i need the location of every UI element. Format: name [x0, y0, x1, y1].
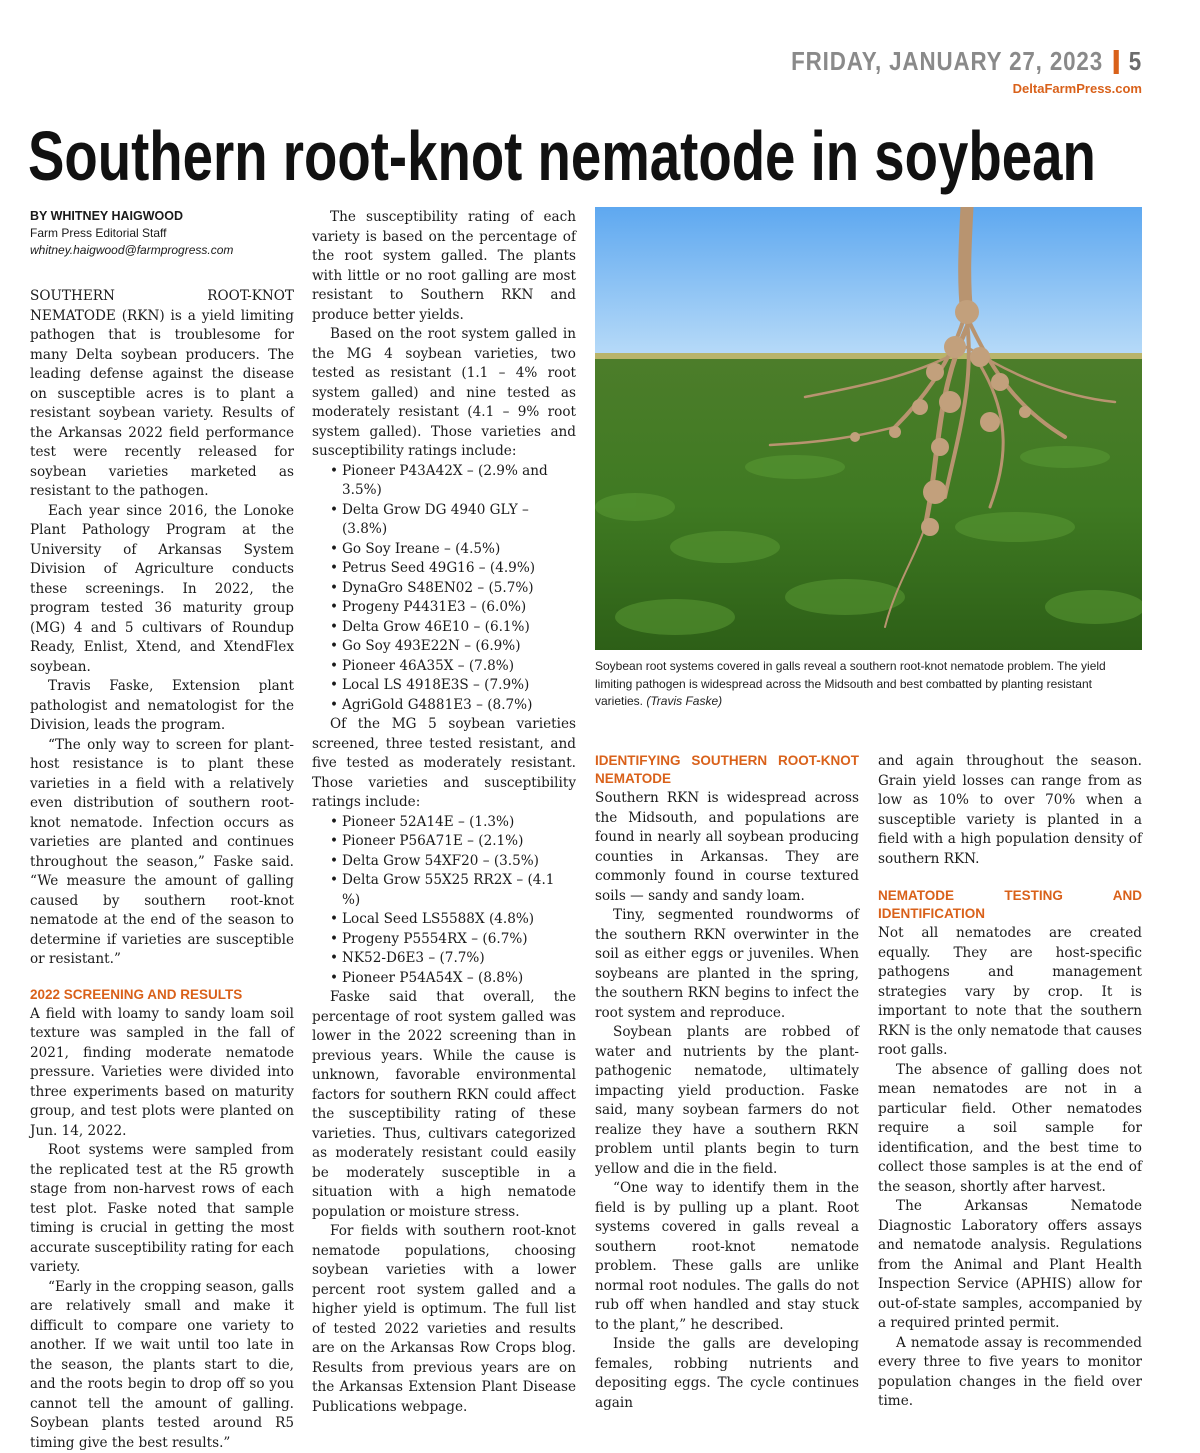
column-3 [595, 752, 859, 1413]
page-number: 5 [1129, 46, 1142, 77]
list-item: • Progeny P5554RX – (6.7%) [330, 930, 576, 950]
issue-date: FRIDAY, JANUARY 27, 2023 [791, 46, 1103, 77]
list-item: • Pioneer P56A71E – (2.1%) [330, 832, 576, 852]
paragraph: and again throughout the season. Grain yield losses can range from as low as 10% to over 70% when a susceptible variety is planted in a field with a high population density of southern RKN. [878, 752, 1142, 869]
column-4 [878, 752, 1142, 1412]
photo-caption [595, 658, 1142, 711]
paragraph: The Arkansas Nematode Diagnostic Laboratory offers assays and nematode analysis. Regulations from the Animal and Plant Health Inspection Service (APHIS) allow for out-of-state samples, accompanied by a required printed permit. [878, 1197, 1142, 1334]
column-1 [30, 208, 294, 1453]
root-galls-illustration [595, 207, 1142, 650]
list-item: • Progeny P4431E3 – (6.0%) [330, 598, 576, 618]
paragraph: The absence of galling does not mean nematodes are not in a particular field. Other nematodes require a soil sample for identification, and the best time to collect those samples is at the end of the season, shortly after harvest. [878, 1061, 1142, 1198]
mg5-variety-list [312, 813, 576, 989]
paragraph: Tiny, segmented roundworms of the southern RKN overwinter in the soil as either eggs or juveniles. When soybeans are planted in the spring, the southern RKN begins to infect the root system and reproduce. [595, 906, 859, 1023]
list-item: • Local LS 4918E3S – (7.9%) [330, 676, 576, 696]
list-item: • Petrus Seed 49G16 – (4.9%) [330, 559, 576, 579]
list-item: • Delta Grow DG 4940 GLY – (3.8%) [330, 501, 576, 540]
article-headline: Southern root-knot nematode in soybean [28, 118, 1096, 194]
list-item: • Delta Grow 55X25 RR2X – (4.1 %) [330, 871, 576, 910]
list-item: • Pioneer 52A14E – (1.3%) [330, 813, 576, 833]
paragraph: A nematode assay is recommended every three to five years to monitor population changes in the field over time. [878, 1334, 1142, 1412]
list-item: • Go Soy Ireane – (4.5%) [330, 540, 576, 560]
list-item: • NK52-D6E3 – (7.7%) [330, 949, 576, 969]
paragraph: “The only way to screen for plant-host resistance is to plant these varieties in a field with a relatively even distribution of southern root-knot nematode. Infection occurs as varieties are planted and continues throughout the season,” Faske said. “We measure the amount of galling caused by southern root-knot nematode at the end of the season to determine if varieties are susceptible or resistant.” [30, 736, 294, 970]
author-title: Farm Press Editorial Staff [30, 225, 294, 242]
paragraph: “One way to identify them in the field is by pulling up a plant. Root systems covered in galls reveal a southern root-knot nematode problem. These galls are unlike normal root nodules. The galls do not rub off when handled and stay stuck to the plant,” he described. [595, 1179, 859, 1335]
list-item: • Local Seed LS5588X (4.8%) [330, 910, 576, 930]
mg4-variety-list [312, 462, 576, 716]
paragraph: Of the MG 5 soybean varieties screened, three tested resistant, and five tested as moderately resistant. Those varieties and susceptibility ratings include: [312, 715, 576, 813]
caption-text: Soybean root systems covered in galls reveal a southern root-knot nematode problem. The yield limiting pathogen is widespread across the Midsouth and best combatted by planting resistant varieties. [595, 659, 1106, 708]
paragraph: Root systems were sampled from the replicated test at the R5 growth stage from non-harvest rows of each test plot. Faske noted that sample timing is crucial in getting the most accurate susceptibility rating for each variety. [30, 1141, 294, 1278]
divider-bar [1113, 50, 1118, 74]
section-heading: NEMATODE TESTING AND IDENTIFICATION [878, 887, 1142, 923]
paragraph: Inside the galls are developing females, robbing nutrients and depositing eggs. The cycle continues again [595, 1335, 859, 1413]
paragraph: Each year since 2016, the Lonoke Plant Pathology Program at the University of Arkansas System Division of Agriculture conducts these screenings. In 2022, the program tested 36 maturity group (MG) 4 and 5 cultivars of Roundup Ready, Enlist, Xtend, and XtendFlex soybean. [30, 502, 294, 678]
list-item: • Pioneer P43A42X – (2.9% and 3.5%) [330, 462, 576, 501]
paragraph: Not all nematodes are created equally. They are host-specific pathogens and management strategies vary by crop. It is important to note that the southern RKN is the only nematode that causes root galls. [878, 924, 1142, 1061]
paragraph: Southern RKN is widespread across the Midsouth, and populations are found in nearly all soybean producing counties in Arkansas. They are commonly found in course textured soils — sandy and sandy loam. [595, 789, 859, 906]
paragraph: Travis Faske, Extension plant pathologist and nematologist for the Division, leads the program. [30, 677, 294, 736]
paragraph: Soybean plants are robbed of water and nutrients by the plant-pathogenic nematode, ultimately impacting yield production. Faske said, many soybean farmers do not realize they have a southern RKN problem until plants begin to turn yellow and die in the field. [595, 1023, 859, 1179]
dateline [791, 46, 1142, 77]
column-2 [312, 208, 576, 1417]
list-item: • Delta Grow 46E10 – (6.1%) [330, 618, 576, 638]
byline [30, 208, 294, 259]
section-heading: 2022 SCREENING AND RESULTS [30, 986, 294, 1004]
paragraph: Based on the root system galled in the MG 4 soybean varieties, two tested as resistant (1.1 – 4% root system galled) and nine tested as moderately resistant (4.1 – 9% root system galled). Those varieties and susceptibility ratings include: [312, 325, 576, 462]
paragraph: A field with loamy to sandy loam soil texture was sampled in the fall of 2021, finding moderate nematode pressure. Varieties were divided into three experiments based on maturity group, and test plots were planted on Jun. 14, 2022. [30, 1005, 294, 1142]
list-item: • Delta Grow 54XF20 – (3.5%) [330, 852, 576, 872]
masthead [734, 46, 1142, 96]
site-link[interactable]: DeltaFarmPress.com [734, 81, 1142, 96]
list-item: • AgriGold G4881E3 – (8.7%) [330, 696, 576, 716]
photo-credit: (Travis Faske) [646, 694, 722, 708]
section-heading: IDENTIFYING SOUTHERN ROOT-KNOT NEMATODE [595, 752, 859, 788]
soybean-root-photo [595, 207, 1142, 650]
list-item: • Pioneer 46A35X – (7.8%) [330, 657, 576, 677]
list-item: • Pioneer P54A54X – (8.8%) [330, 969, 576, 989]
paragraph: For fields with southern root-knot nematode populations, choosing soybean varieties with a lower percent root system galled and a higher yield is optimum. The full list of tested 2022 varieties and results are on the Arkansas Row Crops blog. Results from previous years are on the Arkansas Extension Plant Disease Publications webpage. [312, 1222, 576, 1417]
list-item: • Go Soy 493E22N – (6.9%) [330, 637, 576, 657]
paragraph: Faske said that overall, the percentage of root system galled was lower in the 2022 screening than in previous years. While the cause is unknown, favorable environmental factors for southern RKN could affect the susceptibility rating of these varieties. Thus, cultivars categorized as moderately resistant could easily be moderately susceptible in a situation with a high nematode population or moisture stress. [312, 988, 576, 1222]
paragraph: SOUTHERN ROOT-KNOT NEMATODE (RKN) is a yield limiting pathogen that is troublesome for many Delta soybean producers. The leading defense against the disease on susceptible acres is to plant a resistant soybean variety. Results of the Arkansas 2022 field performance test were recently released for soybean varieties marketed as resistant to the pathogen. [30, 287, 294, 502]
list-item: • DynaGro S48EN02 – (5.7%) [330, 579, 576, 599]
author-name: BY WHITNEY HAIGWOOD [30, 208, 294, 225]
paragraph: “Early in the cropping season, galls are relatively small and make it difficult to compare one variety to another. If we wait until too late in the season, the plants start to die, and the roots begin to drop off so you cannot tell the amount of galling. Soybean plants tested around R5 timing give the best results.” [30, 1278, 294, 1453]
paragraph: The susceptibility rating of each variety is based on the percentage of the root system galled. The plants with little or no root galling are most resistant to Southern RKN and produce better yields. [312, 208, 576, 325]
author-email[interactable]: whitney.haigwood@farmprogress.com [30, 242, 294, 259]
